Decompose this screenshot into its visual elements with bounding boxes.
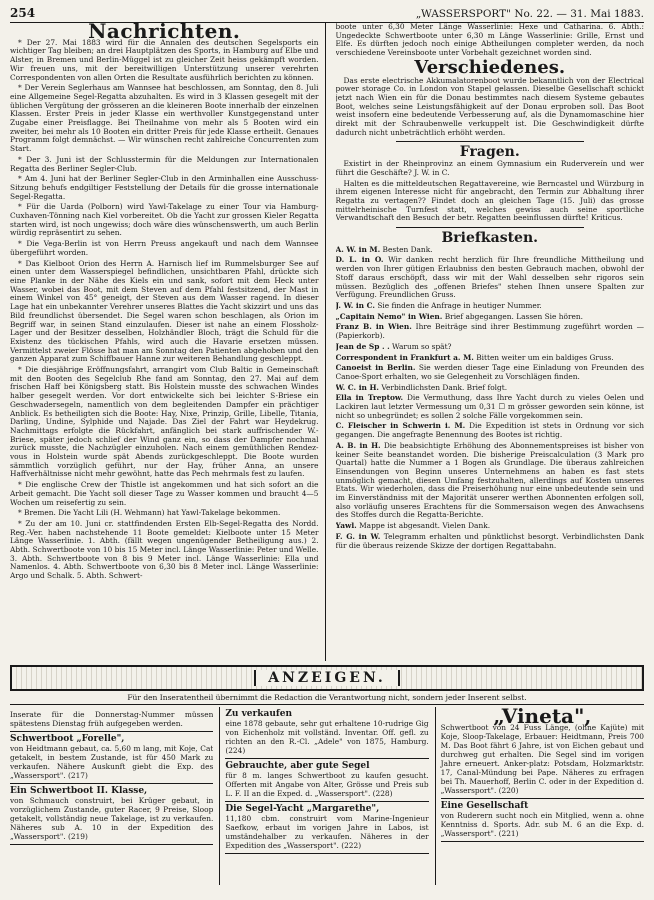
ad-heading: Ein Schwertboot II. Klasse, xyxy=(10,786,148,796)
briefkasten-name: A. B. in H. xyxy=(335,440,381,450)
briefkasten-name: Canoeist in Berlin. xyxy=(335,363,416,373)
ad-heading: „Vineta", xyxy=(493,707,592,728)
briefkasten-entry xyxy=(336,533,645,550)
ad-text: Schwertboot von 24 Fuss Länge, (ohne Kajüte) mit Koje, Sloop-Takelage, Erbauer: Heidtmann, Preis 700 M. Das Boot fährt 6 Jahre, ist von Eichen gebaut und durchweg gut erhalten. Die Segel sind im vorigen Jahre erneuert. Anker-platz: Potsdam, Holzmarktstr. 17, Canal-Mündung bei Pape. Näheres zu erfragen bei Th. Mauerhoff, Berlin C. oder in der Expedition d. „Wassersport". (220) xyxy=(440,723,644,795)
masthead: „WASSERSPORT" No. 22. — 31. Mai 1883. xyxy=(415,8,644,20)
fragen-title: Fragen. xyxy=(459,144,520,161)
right-column xyxy=(336,23,645,661)
news-paragraph: * Am 4. Juni hat der Berliner Segler-Club in den Arminhallen eine Ausschuss-Sitzung behufs endgiltiger Feststellung der Details für die grosse internationale Segel-Regatta. xyxy=(10,174,319,201)
nachrichten-title: Nachrichten. xyxy=(88,23,241,43)
divider xyxy=(396,141,585,142)
briefkasten-text: Wir danken recht herzlich für Ihre freundliche Mittheilung und werden von Ihrer gütigen Erlaubniss den besten Gebrauch machen, obwohl der Stoff daraus erschöpft, dass wir mit der Wahl desselben sehr rigoros sein müssen. Bezüglich des „offenen Briefes" stehen Ihnen unsere Spalten zur Verfügung. Freundlichen Gruss. xyxy=(335,255,644,300)
briefkasten-name: Jean de Sp . . xyxy=(335,341,390,351)
verschiedenes-title: Verschiedenes. xyxy=(414,56,566,78)
ad-heading: Die Segel-Yacht „Margarethe", xyxy=(225,804,380,814)
briefkasten-entry xyxy=(336,302,645,311)
briefkasten-text: Telegramm erhalten und pünktlichst besorgt. Verbindlichsten Dank für die überaus reizende Skizze der dortigen Regattabahn. xyxy=(335,531,644,550)
anzeigen-banner xyxy=(10,665,644,691)
briefkasten-name: Ella in Treptow. xyxy=(335,393,404,403)
news-paragraph: * Der 27. Mai 1883 wird für die Annalen des deutschen Segelsports ein wichtiger Tag bleiben; an drei Hauptplätzen des Sports, in Hamburg auf Elbe und Alster, in Bremen und Berlin-Müggel ist zu gleicher Zeit heiss gekämpft worden. Wir freuen uns, mit der bereitwilligen Unterstützung unserer verehrten Correspondenten von allen Orten die Resultate ausführlich berichten zu können. xyxy=(10,37,319,82)
advertisement xyxy=(10,732,213,784)
briefkasten-name: F. G. in W. xyxy=(335,531,381,541)
left-column xyxy=(10,23,326,661)
briefkasten-entry xyxy=(336,256,645,300)
news-paragraph: * Das Kielboot Orion des Herrn A. Harnisch lief im Rummelsburger See auf einen unter dem Wasserspiegel befindlichen, unsichtbaren Pfahl, drückte sich eine Planke in der Nähe des Kiels ein und sank, sofort mit dem Heck unter Wasser, wobei das Boot, mit dem Steven auf dem Pfahl festsitzend, der Mast in einem Winkel von 45° geneigt, der Steven aus dem Wasser ragend. In dieser Lage hat ein unbekannter Verehrer unseres Blattes die Yacht skizzirt und uns das Bild freundlichst übersendet. Die Segel waren schon beschlagen, als Orion im Begriff war, in seinen Stand einzulaufen. Dieser ist nahe an einem Flossholz-Lager und der Besitzer desselben, Holzhändler Bloch, trägt die Schuld für die Existenz des tückischen Pfahls, wird auch die Havarie ersetzen müssen. Vermittelst zweier Flösse hat man am Sonntag den Patienten abgehoben und den ganzen Apparat zum Schiffbauer Hanne zur weiteren Behandlung geschleppt. xyxy=(10,258,319,364)
briefkasten-text: Brief abgegangen. Lassen Sie hören. xyxy=(444,311,583,321)
briefkasten-name: Franz B. in Wien. xyxy=(335,322,412,332)
news-paragraph: * Für die Uarda (Polborn) wird Yawl-Takelage zu einer Tour via Hamburg-Cuxhaven-Tönning nach Kiel vorbereitet. Ob die Yacht zur grossen Kieler Regatta starten wird, ist noch ungewiss; doch wäre dies wünschenswerth, um auch Berlin würdig repräsentirt zu sehen. xyxy=(10,202,319,238)
briefkasten-name: W. C. in H. xyxy=(335,382,380,392)
briefkasten-list xyxy=(336,246,645,520)
briefkasten-entry xyxy=(336,343,645,352)
advertisement xyxy=(10,784,213,845)
briefkasten-text: Mappe ist abgesandt. Vielen Dank. xyxy=(359,521,491,531)
page-header xyxy=(10,6,644,23)
ad-heading: Eine Gesellschaft xyxy=(440,801,529,811)
article-columns xyxy=(10,23,644,661)
advertisement xyxy=(225,802,428,854)
briefkasten-text: Bitten weiter um ein baldiges Gruss. xyxy=(476,352,614,362)
ads-disclaimer: Für den Inseratentheil übernimmt die Redaction die Verantwortung nicht, sondern jeder Inserent selbst. xyxy=(10,693,644,705)
briefkasten-entry xyxy=(336,384,645,393)
ad-text: von Schmauch construirt, bei Krüger gebaut, in vorzüglichem Zustande, guter Racer, 9 Preise, Sloop getakelt, vollständig neue Takelage, ist zu verkaufen. Näheres sub A. 10 in der Expedition des „Wassersport". (219) xyxy=(10,796,214,841)
briefkasten-entry xyxy=(336,522,645,531)
news-paragraph: * Die Vega-Berlin ist von Herrn Preuss angekauft und nach dem Wannsee übergeführt worden. xyxy=(10,239,319,257)
news-paragraph: * Die diesjährige Eröffnungsfahrt, arrangirt vom Club Baltic in Gemeinschaft mit den Booten des Segelclub Rhe fand am Sonntag, den 27. Mai auf dem frischen Haff bei Königsberg statt. Bis Holstein musste des schwachen Windes halber gesegelt werden. Vor dort entwickelte sich bei leichter S-Briese ein Geschwadersegeln, namentlich von dem begleitenden Dampfer ein prächtiger Anblick. Es betheiligten sich die Boote: Hay, Nixe, Prinzip, Grille, Libelle, Titania, Darling, Undine, Sylphide und Najade. Das Ziel der Fahrt war Heydekrug. Nachmittags erfolgte die Rückfahrt, anfänglich bei stark auffrischender W.-Briese, später jedoch schlief der Wind ganz ein, so dass der Dampfer nochmal zurück musste, die Nachzügler einzuholen. Nach einem gemüthlichen Rendez-vous in Holstein wurde spät Abends zurückgeschleppt. Die Boote wurden sämmtlich vorzüglich geführt, nur der Hay, früher Anna, an unsere Haffverhältnisse nicht mehr gewöhnt, hatte das Pech mehrmals fest zu laufen. xyxy=(10,365,319,479)
ad-text: 11,180 cbm. construirt vom Marine-Ingenieur Saefkow, erbaut im vorigen Jahre in Labos, ist umständehalber zu verkaufen. Näheres in der Expedition des „Wassersport". (222) xyxy=(225,814,429,850)
ad-column xyxy=(10,707,213,885)
briefkasten-title: Briefkasten. xyxy=(441,230,539,247)
briefkasten-name: J. W. in C. xyxy=(335,300,375,310)
advertisement xyxy=(225,707,428,759)
briefkasten-entry xyxy=(336,354,645,363)
ad-heading: Gebrauchte, aber gute Segel xyxy=(225,761,370,771)
ads-section xyxy=(10,707,644,885)
briefkasten-name: A. W. in M. xyxy=(335,244,381,254)
briefkasten-text: Sie finden die Anfrage in heutiger Nummer. xyxy=(377,300,542,310)
continued-paragraph: boote unter 6,30 Meter Länge Wasserlinie: Hexe und Catharina. 6. Abth.: Ungedeckte Schwertboote unter 6,30 m Länge Wasserlinie: Grille, Ernst und Elfe. Es dürften jedoch noch einige Abtheilungen completer werden, da noch verschiedene Vereinsboote unter Vorbehalt gezeichnet worden sind. xyxy=(335,23,644,58)
briefkasten-entry xyxy=(336,323,645,340)
briefkasten-text: Die Expedition ist stets in Ordnung vor sich gegangen. Die angefragte Benennung des Bootes ist richtig. xyxy=(335,421,644,440)
briefkasten-entry xyxy=(336,394,645,420)
ad-text: von Heidtmann gebaut, ca. 5,60 m lang, mit Koje, Cat getakelt, in bestem Zustande, ist für 450 Mark zu verkaufen. Nähere Auskunft giebt die Exp. des „Wassersport". (217) xyxy=(10,744,214,780)
briefkasten-text: Die beabsichtigte Erhöhung des Abonnementspreises ist bisher von keiner Seite beanstandet worden. Die bisherige Preiscalculation (3 Mark pro Quartal) hatte die Nummer a 1 Bogen als Grundlage. Die überaus zahlreichen Einsendungen von Beginn unseres Unternehmens an haben es fast stets unmöglich gemacht, diesen Umfang festzuhalten, allerdings auf Kosten unseres Etats. Wir wiederholen, dass die Preiserhöhung nur eine unbedeutende sein und im Einverständniss mit der Majorität unserer werthen Abonnenten erfolgen soll, also vorläufig unseres Erachtens für die Sommersaison wegen des Anwachsens des Stoffes durch die Regatta-Berichte. xyxy=(335,440,644,520)
news-paragraph: * Der 3. Juni ist der Schlusstermin für die Meldungen zur Internationalen Regatta des Berliner Segler-Club. xyxy=(10,154,319,173)
ad-text: Inserate für die Donnerstag-Nummer müssen spätestens Dienstag früh aufgegeben werden. xyxy=(10,710,214,728)
news-paragraph: * Die englische Crew der Thistle ist angekommen und hat sich sofort an die Arbeit gemacht. Die Yacht soll dieser Tage zu Wasser kommen und braucht 4—5 Wochen um reisefertig zu sein. xyxy=(10,480,319,507)
anzeigen-title: ANZEIGEN. xyxy=(254,670,400,686)
briefkasten-entry xyxy=(336,442,645,520)
advertisement xyxy=(10,707,213,732)
briefkasten-text: Sie werden dieser Tage eine Einladung von Freunden des Canoe-Sport erhalten, wo sie Gelegenheit zu Vorschlägen finden. xyxy=(335,363,644,381)
briefkasten-entry xyxy=(336,246,645,255)
ad-column xyxy=(435,707,644,885)
briefkasten-name: „Capitain Nemo" in Wien. xyxy=(335,311,443,321)
briefkasten-entry xyxy=(336,364,645,381)
ad-column xyxy=(219,707,428,885)
ad-text: eine 1878 gebaute, sehr gut erhaltene 10-rudrige Gig von Eichenholz mit vollständ. Inventar. Off. gefl. zu richten an den R.-Cl. „Adele" von 1875, Hamburg. (224) xyxy=(225,719,429,755)
briefkasten-text: Die Vermuthung, dass Ihre Yacht durch zu vieles Oelen und Lackiren laut letzter Vermessung um 0,31 ☐ m grösser geworden sein könne, ist nicht so unbegründet; es sollen 2 solche Fälle vorgekommen sein. xyxy=(335,393,644,420)
advertisement xyxy=(441,707,644,799)
advertisement xyxy=(441,799,644,842)
briefkasten-text: Ihre Beiträge sind ihrer Bestimmung zugeführt worden — (Papierkorb). xyxy=(335,322,644,341)
briefkasten-name: C. Fleischer in Schwerin i. M. xyxy=(335,421,466,431)
fragen-paragraph: Existirt in der Rheinprovinz an einem Gymnasium ein Rudervereín und wer führt die Geschäfte? J. W. in C. xyxy=(335,159,644,177)
fragen-paragraph: Halten es die mitteldeutschen Regattavereine, wie Berncastel und Würzburg in ihrem eigenen Interesse nicht für angebracht, den Termin zur Abhaltung ihrer Regatta zu vertagen?? Findet doch an gleichen Tage (15. Juli) das grosse mittelrheinische Turnfest statt, welches gewiss auch seine sportliche Verwandtschaft den Besuch der betr. Regatten beeinflussen dürfte! Kriticus. xyxy=(335,178,644,223)
ad-heading: Schwertboot „Forelle", xyxy=(10,734,125,744)
ad-text: für 8 m. langes Schwertboot zu kaufen gesucht. Offerten mit Angabe von Alter, Grösse und Preis sub L. F. II an die Exped. d. „Wassersport". (228) xyxy=(225,771,429,798)
divider xyxy=(396,227,585,228)
advertisement xyxy=(225,759,428,802)
ad-text: von Ruderern sucht noch ein Mitglied, wenn a. ohne Kenntniss d. Sports. Adr. sub M. 6 an die Exp. d. „Wassersport". (221) xyxy=(440,811,644,838)
news-paragraph: * Zu der am 10. Juni cr. stattfindenden Ersten Elb-Segel-Regatta des Nordd. Reg.-Ver. haben nachstehende 11 Boote gemeldet: Kielboote unter 15 Meter Länge Wasserlinie. 1. Abth. (fällt wegen ungenügender Betheiligung aus.) 2. Abth. Schwertboote von 10 bis 15 Meter incl. Länge Wasserlinie: Peter und Welle. 3. Abth. Schwertboote von 8 bis 9 Meter incl. Länge Wasserlinie: Ella und Namenlos. 4. Abth. Schwertboote von 6,30 bis 8 Meter incl. Länge Wasserlinie: Argo und Schalk. 5. Abth. Schwert- xyxy=(10,518,319,581)
briefkasten-name: Yawl. xyxy=(335,521,357,531)
verschiedenes-paragraph: Das erste electrische Akkumalatorenboot wurde bekanntlich von der Electrical power storage Co. in London von Stapel gelassen. Dieselbe Gesellschaft schickt jetzt nach Wien ein für die Donau bestimmtes nach diesem Systeme gebautes Boot, welches seine Leistungsfähigkeit auf der Donau erproben soll. Das Boot weist insofern eine bedeutende Verbesserung auf, als die Dynamomaschine hier direkt mit der Schraubenwelle verkuppelt ist. Die Geschwindigkeit dürfte dadurch nicht unbeträchtlich erhöht werden. xyxy=(335,75,644,137)
briefkasten-name: D. L. in O. xyxy=(335,255,384,265)
ad-heading: Zu verkaufen xyxy=(225,709,293,719)
briefkasten-text: Verbindlichsten Dank. Brief folgt. xyxy=(381,382,508,392)
news-paragraph: * Bremen. Die Yacht Lili (H. Wehmann) hat Yawl-Takelage bekommen. xyxy=(18,508,281,518)
briefkasten-name: Correspondent in Frankfurt a. M. xyxy=(335,352,474,362)
page-number: 254 xyxy=(10,6,36,20)
briefkasten-text: Besten Dank. xyxy=(382,244,433,254)
briefkasten-text: Warum so spät? xyxy=(392,341,452,351)
briefkasten-entry xyxy=(336,422,645,439)
news-paragraph: * Der Verein Seglerhaus am Wannsee hat beschlossen, am Sonntag, den 8. Juli eine Allgemeine Segel-Regatta abzuhalten. Es wird in 3 Klassen gesegelt mit der üblichen Vergütung der grösseren an die kleineren Boote innerhalb der einzelnen Klassen. Erster Preis in jeder Klasse ein werthvoller Kunstgegenstand unter Zugabe einer Preisflagge. Bei Theilnahme von mehr als 5 Booten wird ein zweiter, bei mehr als 10 Booten ein dritter Preis für jede Klasse ertheilt. Genaues Programm folgt demnächst. — Wir wünschen recht zahlreiche Concurrenten zum Start. xyxy=(10,83,319,154)
briefkasten-entry xyxy=(336,313,645,322)
